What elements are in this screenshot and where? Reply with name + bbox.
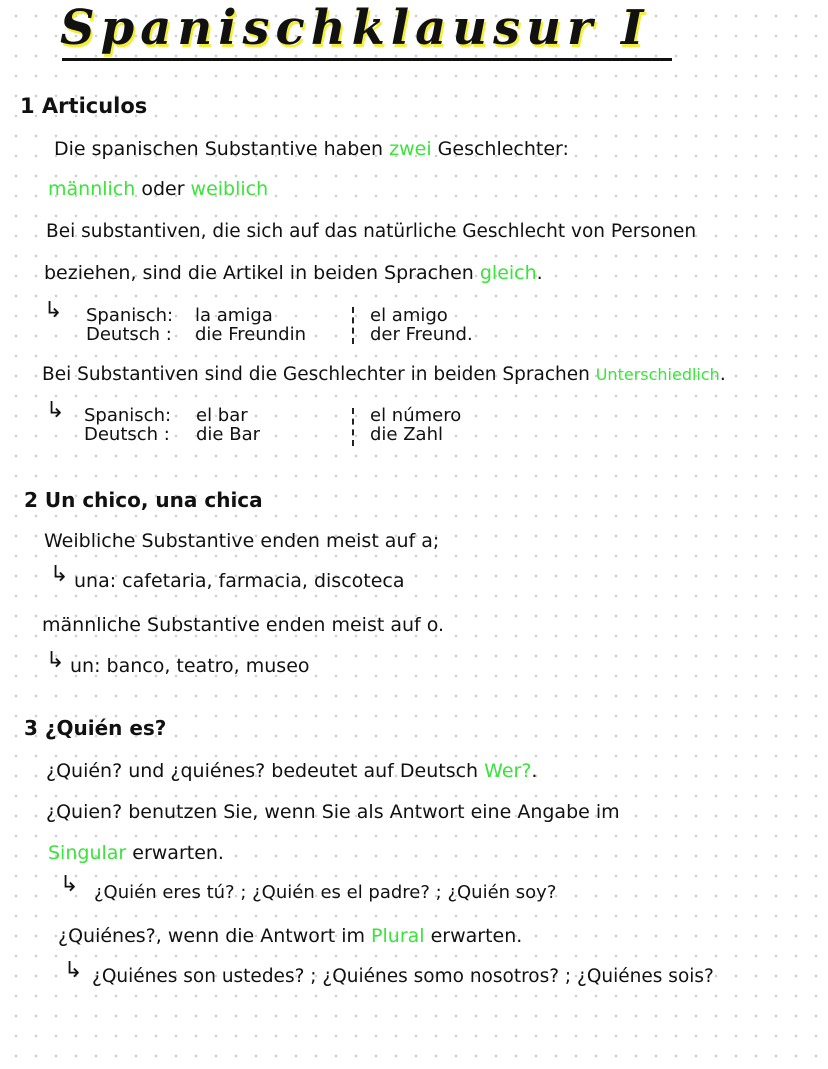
s1-p1-highlight: zwei	[389, 138, 432, 160]
s1-paragraph-3: Bei substantiven, die sich auf das natürliche Geschlecht von Personen	[46, 221, 697, 242]
arrow-down-right-icon: ↳	[46, 648, 65, 673]
s1-p2-masculine: männlich	[48, 178, 136, 200]
s3-p3-text: erwarten.	[126, 842, 224, 864]
s3-p1-end: .	[531, 760, 538, 782]
s3-p5-text: ¿Quiénes?, wenn die Antwort im	[58, 925, 372, 947]
ex2-label-german: Deutsch :	[84, 424, 170, 445]
arrow-down-right-icon: ↳	[64, 958, 83, 983]
ex2-divider	[352, 408, 354, 446]
s3-paragraph-1	[46, 760, 537, 782]
s2-example-feminine: una: cafetaria, farmacia, discoteca	[74, 570, 405, 592]
s1-p1-text: Die spanischen Substantive haben	[54, 138, 390, 160]
s1-p4-text: beziehen, sind die Artikel in beiden Sprachen	[44, 262, 480, 284]
ex2-german-2: die Zahl	[370, 424, 443, 445]
s3-p1-text: ¿Quién? und ¿quiénes? bedeutet auf Deutsch	[46, 760, 485, 782]
ex2-spanish-1: el bar	[196, 405, 248, 426]
ex1-spanish-masc: el amigo	[370, 305, 448, 326]
ex2-spanish-2: el número	[370, 405, 462, 426]
s1-paragraph-5	[42, 364, 726, 385]
s3-paragraph-2: ¿Quien? benutzen Sie, wenn Sie als Antwort eine Angabe im	[46, 801, 620, 823]
s1-p5-highlight: Unterschiedlich	[595, 365, 720, 384]
section-2-heading: 2 Un chico, una chica	[24, 488, 263, 512]
s3-example-plural: ¿Quiénes son ustedes? ; ¿Quiénes somo nosotros? ; ¿Quiénes sois?	[92, 966, 714, 987]
s2-paragraph-2: männliche Substantive enden meist auf o.	[42, 614, 445, 636]
s1-p5-text: Bei Substantiven sind die Geschlechter in beiden Sprachen	[42, 364, 596, 385]
page-title: Spanischklausur I	[60, 0, 650, 56]
s1-p2-or: oder	[135, 178, 191, 200]
ex2-label-spanish: Spanisch:	[84, 405, 172, 426]
s1-paragraph-1	[54, 138, 569, 160]
ex1-divider	[352, 307, 354, 344]
s1-p5-end: .	[719, 364, 726, 385]
s1-paragraph-4	[44, 262, 543, 284]
title-underline	[62, 58, 672, 61]
arrow-down-right-icon: ↳	[60, 872, 79, 897]
ex2-german-1: die Bar	[196, 424, 261, 445]
s3-paragraph-3	[48, 842, 224, 864]
ex1-spanish-fem: la amiga	[195, 305, 273, 326]
s1-paragraph-2	[48, 178, 268, 200]
ex1-german-fem: die Freundin	[195, 324, 306, 345]
s3-p5-highlight: Plural	[371, 925, 425, 947]
arrow-down-right-icon: ↳	[50, 562, 69, 587]
s1-p4-highlight: gleich	[479, 262, 537, 284]
arrow-down-right-icon: ↳	[46, 398, 65, 423]
s1-p4-end: .	[536, 262, 543, 284]
s3-paragraph-4	[58, 925, 522, 947]
section-1-heading: 1 Articulos	[20, 94, 148, 118]
section-3-heading: 3 ¿Quién es?	[24, 716, 167, 740]
s3-p5-end: erwarten.	[424, 925, 523, 947]
arrow-down-right-icon: ↳	[44, 298, 63, 323]
s3-p1-highlight: Wer?	[484, 760, 532, 782]
ex1-label-spanish: Spanisch:	[86, 305, 174, 326]
ex1-german-masc: der Freund.	[370, 324, 473, 345]
s3-p3-highlight: Singular	[48, 842, 127, 864]
ex1-label-german: Deutsch :	[86, 324, 172, 345]
s3-example-singular: ¿Quién eres tú? ; ¿Quién es el padre? ; ¿Quién soy?	[94, 882, 557, 903]
s2-example-masculine: un: banco, teatro, museo	[70, 655, 310, 677]
s1-p2-feminine: weiblich	[190, 178, 269, 200]
s1-p1-end: Geschlechter:	[431, 138, 569, 160]
s2-paragraph-1: Weibliche Substantive enden meist auf a;	[44, 530, 440, 552]
